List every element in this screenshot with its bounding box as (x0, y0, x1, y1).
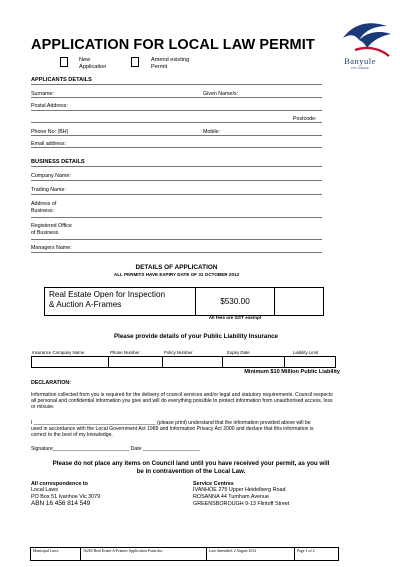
email-label: Email address: (31, 141, 67, 147)
new-application-label: New Application (79, 57, 107, 70)
surname-field[interactable] (31, 97, 322, 98)
fee-amount: $530.00 (220, 297, 250, 306)
signature-date-line[interactable]: Signature___________________________ Date ____________________ (31, 446, 200, 452)
insurance-company-header: Insurance Company Name (32, 350, 85, 355)
expiry-date-header: Expiry Date (227, 350, 250, 355)
phone-number-header: Phone Number (110, 350, 140, 355)
logo-subtext: CITY COUNCIL (350, 67, 370, 70)
trading-name-field[interactable] (31, 194, 322, 195)
amend-permit-checkbox[interactable] (131, 57, 139, 67)
gst-note: All fees are GST exempt (208, 315, 262, 320)
company-name-label: Company Name: (31, 173, 71, 179)
expiry-note: ALL PERMITS HAVE EXPIRY DATE OF 31 OCTOBER 2012 (113, 272, 240, 277)
page-title: APPLICATION FOR LOCAL LAW PERMIT (31, 37, 315, 53)
given-names-label: Given Name/s: (203, 91, 239, 97)
liability-limit-header: Liability Limit (293, 350, 319, 355)
business-address-field[interactable] (31, 217, 322, 218)
declaration-paragraph-privacy: Information collected from you is required for the delivery of council services and/or legal and statutory requirements. Council respects all personal and confidential information you give and will do everything possible to protect information from unauthorised access, loss or misuse. (31, 392, 333, 411)
permit-type-cell (45, 288, 196, 315)
permit-type-text: Real Estate Open for Inspection & Auction A-Frames (49, 290, 166, 309)
insurance-entry-row[interactable] (31, 356, 336, 368)
managers-name-label: Managers Name: (31, 245, 72, 251)
divider (31, 84, 322, 85)
logo-wordmark: Banyule (344, 56, 376, 66)
postcode-field[interactable] (31, 122, 322, 123)
fee-cell (196, 288, 275, 315)
footer-last-amended: Last Amended: 2 August 2012 (207, 548, 295, 560)
amend-permit-label: Amend existing Permit (151, 57, 190, 70)
declaration-header: DECLARATION: (31, 380, 71, 386)
document-footer (30, 547, 339, 561)
policy-number-header: Policy Number (164, 350, 193, 355)
details-of-application-header: DETAILS OF APPLICATION (135, 264, 218, 271)
footer-filename: 16265 Real Estate A-Frames Application Form.doc (81, 548, 207, 560)
declaration-paragraph-consent: I ___________________________________________ (please print) understand that the information provided above will be used in accordance with the Local Government Act 1989 and Information Privacy Act 2000 and declare that this information is correct to the best of my knowledge. (31, 420, 314, 439)
minimum-liability-note: Minimum $10 Million Public Liability (244, 369, 340, 375)
postcode-label: Postcode: (293, 116, 317, 122)
insurance-prompt: Please provide details of your Public Liability Insurance (113, 333, 279, 340)
registered-office-field[interactable] (31, 239, 322, 240)
trading-name-label: Trading Name: (31, 187, 66, 193)
managers-name-field[interactable] (31, 252, 322, 253)
correspondence-block: All correspondence to Local Laws PO Box 51 Ivanhoe Vic 3079 ABN 16 456 814 549 (31, 481, 101, 508)
phone-label: Phone No: (BH) (31, 129, 69, 135)
applicants-details-header: APPLICANTS DETAILS (31, 77, 92, 83)
business-details-header: BUSINESS DETAILS (31, 159, 85, 165)
phone-field[interactable] (31, 135, 322, 136)
business-address-label: Address of Business: (31, 201, 57, 214)
fee-table (44, 287, 324, 316)
postal-address-field[interactable] (31, 110, 322, 111)
surname-label: Surname: (31, 91, 54, 97)
mobile-label: Mobile: (203, 129, 221, 135)
divider (31, 166, 322, 167)
registered-office-label: Registered Office of Business (31, 223, 72, 236)
postal-address-label: Postal Address: (31, 103, 68, 109)
footer-page-number: Page 1 of 2 (297, 549, 315, 553)
company-name-field[interactable] (31, 180, 322, 181)
email-field[interactable] (31, 147, 322, 148)
footer-department: Municipal Laws (31, 548, 81, 560)
service-centres-block: Service Centres IVANHOE 275 Upper Heidelberg Road ROSANNA 44 Turnham Avenue GREENSBOROUGH 9-13 Flintoff Street (193, 481, 290, 508)
new-application-checkbox[interactable] (60, 57, 68, 67)
council-land-warning: Please do not place any items on Council land until you have received your permit, as you will be in contravention of the Local Law. (52, 460, 330, 475)
